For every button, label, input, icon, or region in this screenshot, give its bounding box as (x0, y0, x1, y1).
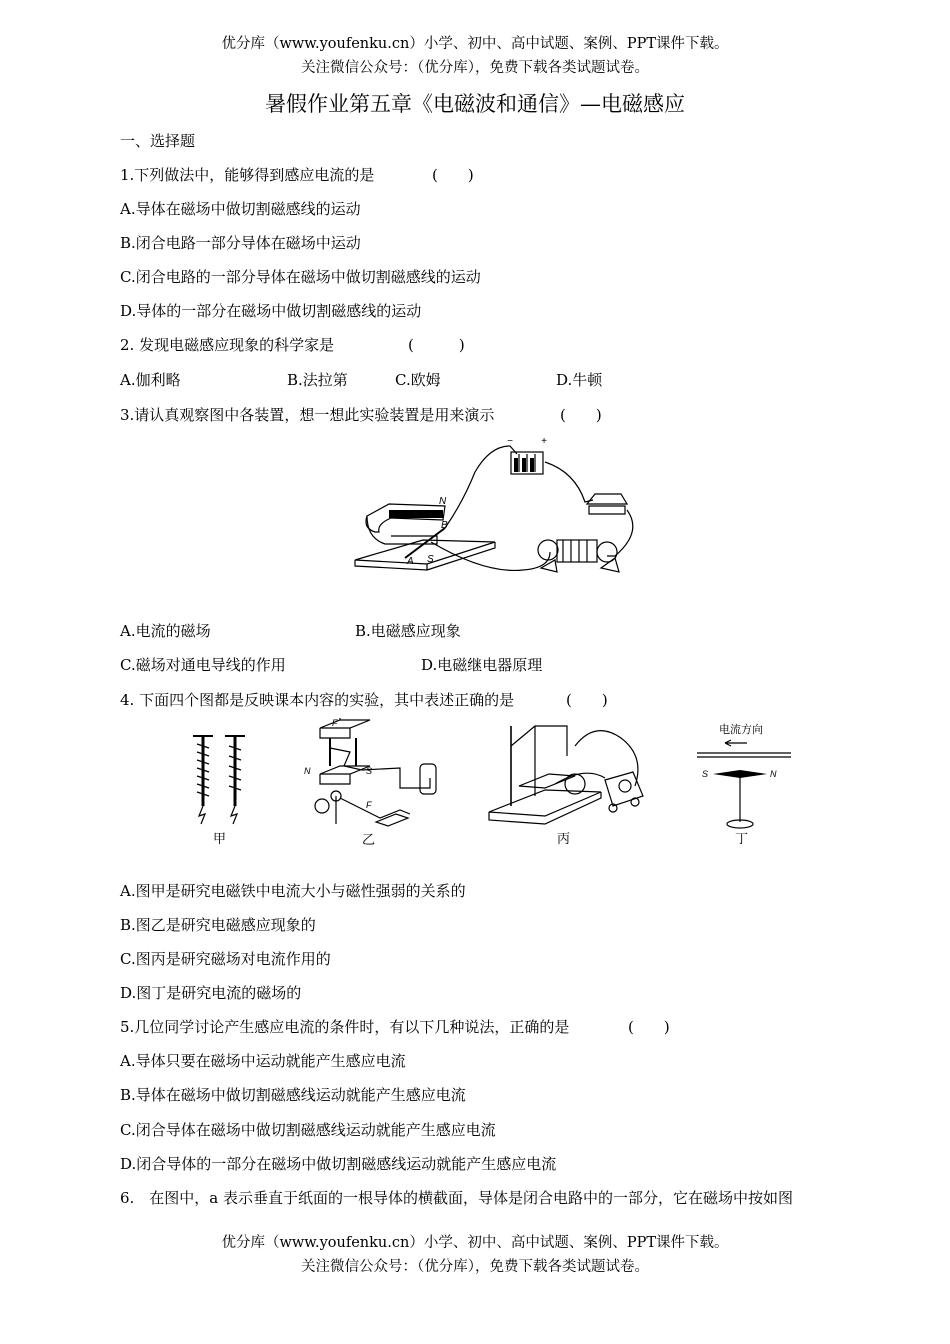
figure-ding (695, 716, 795, 853)
question-5-blank: ( ) (628, 1018, 670, 1036)
pole-n-yi: N (304, 766, 311, 776)
battery-plus-label: + (541, 436, 547, 447)
question-5-stem: 5.几位同学讨论产生感应电流的条件时，有以下几种说法，正确的是 (120, 1018, 570, 1036)
page-title: 暑假作业第五章《电磁波和通信》—电磁感应 (265, 92, 685, 116)
question-3-option-c: C.磁场对通电导线的作用 (120, 656, 286, 674)
question-4-blank: ( ) (566, 691, 608, 709)
question-2-option-c: C.欧姆 (395, 371, 441, 389)
question-2-blank: ( ) (408, 336, 465, 354)
question-5-option-c: C.闭合导体在磁场中做切割磁感线运动就能产生感应电流 (120, 1121, 496, 1139)
footer-line-1: 优分库（www.youfenku.cn）小学、初中、高中试题、案例、PPT课件下载。 (221, 1235, 729, 1251)
magnet-shading (389, 510, 443, 518)
force-f-bottom: F (366, 800, 372, 810)
question-1-option-d: D.导体的一部分在磁场中做切割磁感线的运动 (120, 302, 422, 320)
header-line-2: 关注微信公众号：（优分库），免费下载各类试题试卷。 (301, 60, 649, 76)
question-4-option-b: B.图乙是研究电磁感应现象的 (120, 916, 316, 934)
question-3-stem: 3.请认真观察图中各装置，想一想此实验装置是用来演示 (120, 406, 495, 424)
compass-needle (713, 770, 767, 778)
battery-minus-label: − (507, 436, 513, 447)
question-5-option-d: D.闭合导体的一部分在磁场中做切割磁感线运动就能产生感应电流 (120, 1155, 557, 1173)
rod-a-label: A (407, 556, 414, 567)
question-2-option-a: A.伽利略 (120, 371, 181, 389)
question-1-option-c: C.闭合电路的一部分导体在磁场中做切割磁感线的运动 (120, 268, 481, 286)
question-3-option-b: B.电磁感应现象 (355, 622, 461, 640)
question-2-option-b: B.法拉第 (287, 371, 348, 389)
question-5-option-b: B.导体在磁场中做切割磁感线运动就能产生感应电流 (120, 1086, 466, 1104)
question-5-option-a: A.导体只要在磁场中运动就能产生感应电流 (120, 1052, 406, 1070)
question-4-option-c: C.图丙是研究磁场对电流作用的 (120, 950, 331, 968)
pole-n-label: N (439, 496, 447, 507)
question-2-stem: 2. 发现电磁感应现象的科学家是 (120, 336, 335, 354)
needle-n-label: N (770, 769, 777, 779)
figure-yi-label: 乙 (362, 832, 376, 847)
question-1-option-a: A.导体在磁场中做切割磁感线的运动 (120, 200, 361, 218)
question-4-stem: 4. 下面四个图都是反映课本内容的实验，其中表述正确的是 (120, 691, 515, 709)
pole-s-label: S (427, 554, 434, 565)
current-direction-label: 电流方向 (719, 724, 763, 736)
figure-jia-label: 甲 (213, 831, 227, 846)
figure-jia (185, 728, 255, 853)
question-3-option-d: D.电磁继电器原理 (421, 656, 543, 674)
footer-line-2: 关注微信公众号：（优分库），免费下载各类试题试卷。 (301, 1259, 649, 1275)
question-3-blank: ( ) (560, 406, 602, 424)
question-1-option-b: B.闭合电路一部分导体在磁场中运动 (120, 234, 361, 252)
figure-yi (300, 718, 445, 853)
question-4-option-a: A.图甲是研究电磁铁中电流大小与磁性强弱的关系的 (120, 882, 466, 900)
question-2-option-d: D.牛顿 (556, 371, 603, 389)
figure-bing (485, 716, 655, 853)
figure-bing-label: 丙 (557, 831, 571, 846)
pole-s-yi: S (366, 766, 373, 776)
force-f-top: F (332, 718, 338, 728)
question-4-option-d: D.图丁是研究电流的磁场的 (120, 984, 302, 1002)
figure-ding-label: 丁 (735, 831, 749, 846)
question-1-blank: ( ) (432, 166, 474, 184)
question-1-stem: 1.下列做法中，能够得到感应电流的是 (120, 166, 375, 184)
question-6-stem: 6. 在图中，a 表示垂直于纸面的一根导体的横截面，导体是闭合电路中的一部分，它在磁场中按如图 (120, 1189, 794, 1207)
rod-b-label: B (441, 520, 448, 531)
section-heading: 一、选择题 (120, 132, 196, 150)
header-line-1: 优分库（www.youfenku.cn）小学、初中、高中试题、案例、PPT课件下载。 (221, 36, 729, 52)
question-3-option-a: A.电流的磁场 (120, 622, 211, 640)
question-3-figure (345, 432, 645, 582)
needle-s-label: S (702, 769, 709, 779)
